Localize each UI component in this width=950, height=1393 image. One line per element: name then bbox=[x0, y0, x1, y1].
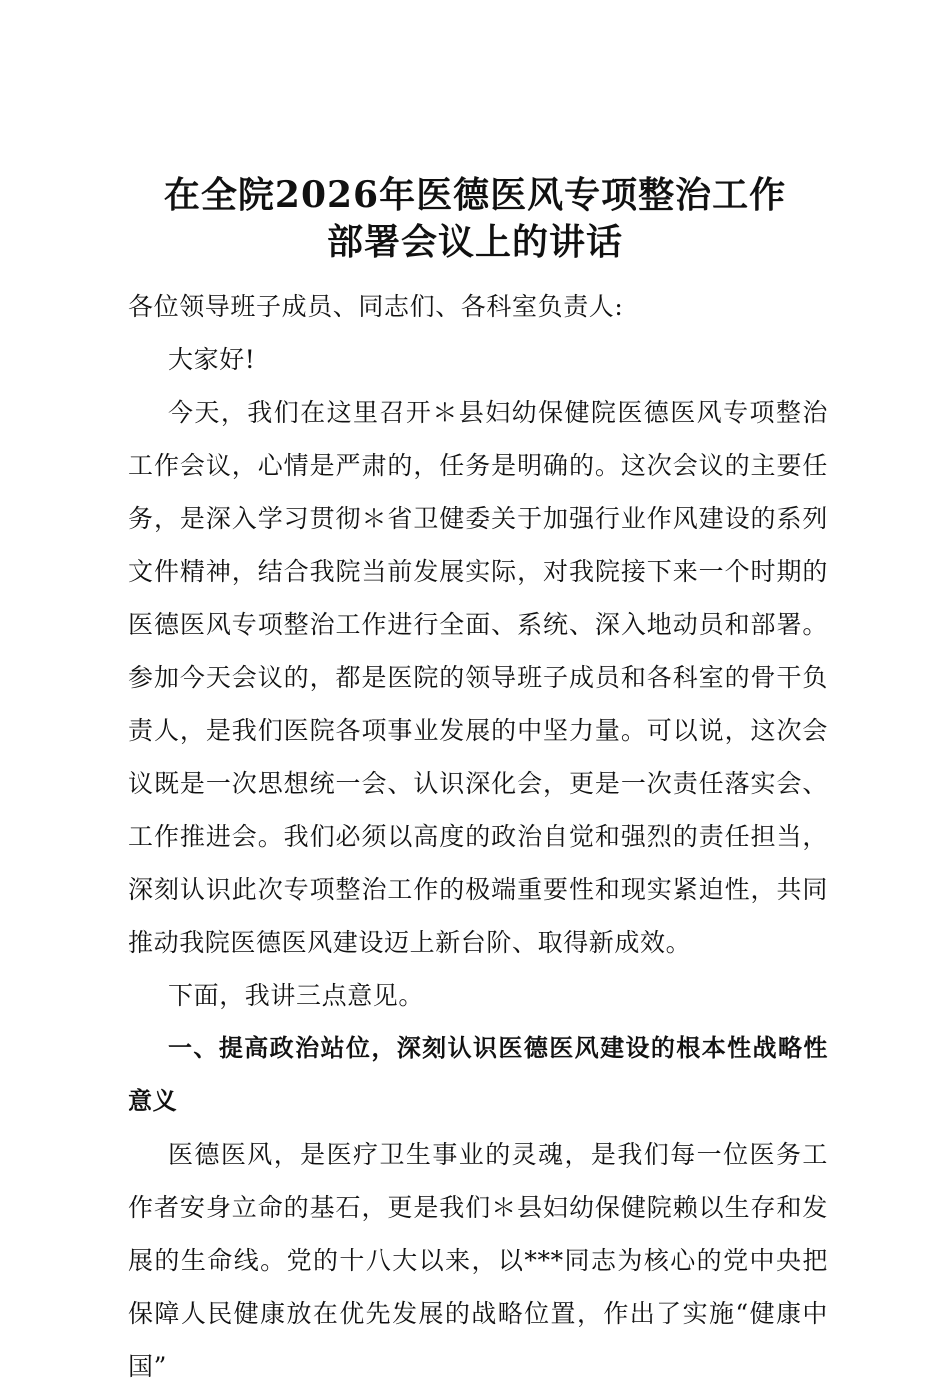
document-body bbox=[128, 280, 828, 1393]
document-title-line-2: 部署会议上的讲话 bbox=[326, 221, 623, 263]
section-1-body: 医德医风，是医疗卫生事业的灵魂，是我们每一位医务工作者安身立命的基石，更是我们＊县妇幼保健院赖以生存和发展的生命线。党的十八大以来，以***同志为核心的党中央把保障人民健康放在优先发展的战略位置，作出了实施“健康中国” bbox=[128, 1140, 828, 1381]
section-1-heading: 一、提高政治站位，深刻认识医德医风建设的根本性战略性意义 bbox=[128, 1034, 828, 1115]
document-title-line-1: 在全院2026年医德医风专项整治工作 bbox=[163, 174, 787, 216]
salutation: 各位领导班子成员、同志们、各科室负责人: bbox=[128, 292, 624, 321]
paragraph-transition: 下面，我讲三点意见。 bbox=[168, 981, 425, 1010]
greeting: 大家好! bbox=[168, 345, 256, 374]
paragraph-intro: 今天，我们在这里召开＊县妇幼保健院医德医风专项整治工作会议，心情是严肃的，任务是明确的。这次会议的主要任务，是深入学习贯彻＊省卫健委关于加强行业作风建设的系列文件精神，结合我院当前发展实际，对我院接下来一个时期的医德医风专项整治工作进行全面、系统、深入地动员和部署。参加今天会议的，都是医院的领导班子成员和各科室的骨干负责人，是我们医院各项事业发展的中坚力量。可以说，这次会议既是一次思想统一会、认识深化会，更是一次责任落实会、工作推进会。我们必须以高度的政治自觉和强烈的责任担当，深刻认识此次专项整治工作的极端重要性和现实紧迫性，共同推动我院医德医风建设迈上新台阶、取得新成效。 bbox=[128, 398, 828, 957]
